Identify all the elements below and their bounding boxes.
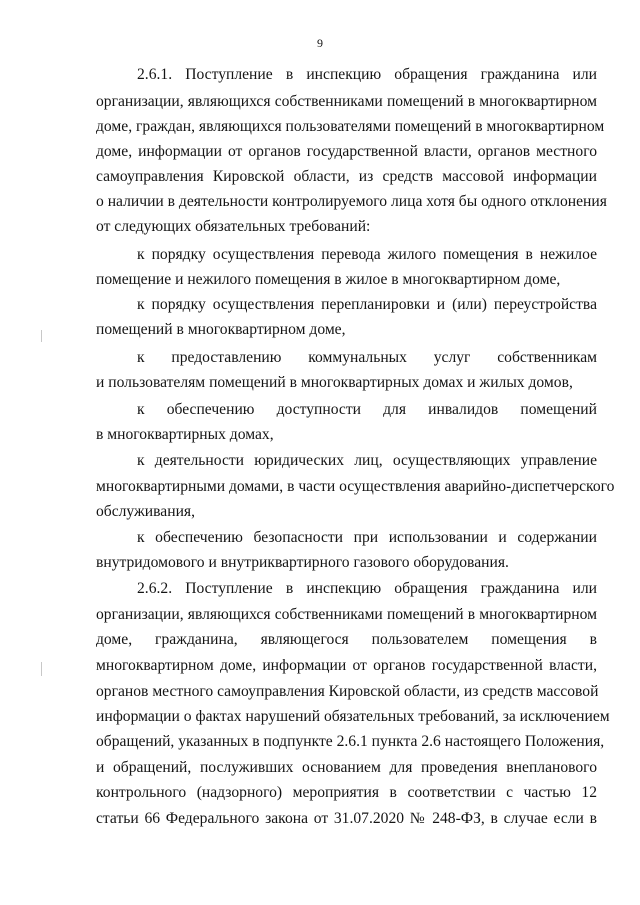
text-line: контрольного (надзорного) мероприятия в соответствии с частью 12 bbox=[96, 784, 597, 801]
text-line: внутридомового и внутриквартирного газового оборудования. bbox=[96, 554, 509, 571]
text-line: к порядку осуществления перепланировки и (или) переустройства bbox=[137, 296, 597, 313]
margin-mark bbox=[41, 330, 42, 342]
text-line: 2.6.1. Поступление в инспекцию обращения гражданина или bbox=[137, 66, 597, 83]
text-line: многоквартирными домами, в части осуществления аварийно-диспетчерского bbox=[96, 478, 615, 495]
text-line: обслуживания, bbox=[96, 503, 195, 520]
page-number: 9 bbox=[317, 36, 323, 50]
text-line: и пользователям помещений в многоквартирных домах и жилых домов, bbox=[96, 374, 573, 391]
text-line: доме, граждан, являющихся пользователями помещений в многоквартирном bbox=[96, 118, 605, 135]
text-line: доме, гражданина, являющегося пользователем помещения в bbox=[96, 631, 597, 648]
text-line: помещение и нежилого помещения в жилое в многоквартирном доме, bbox=[96, 271, 561, 288]
text-line: к порядку осуществления перевода жилого помещения в нежилое bbox=[137, 246, 597, 263]
text-line: помещений в многоквартирном доме, bbox=[96, 321, 346, 338]
text-line: в многоквартирных домах, bbox=[96, 426, 274, 443]
text-line: к обеспечению безопасности при использовании и содержании bbox=[137, 529, 597, 546]
text-line: обращений, указанных в подпункте 2.6.1 пункта 2.6 настоящего Положения, bbox=[96, 733, 605, 750]
text-line: организации, являющихся собственниками помещений в многоквартирном bbox=[96, 606, 597, 623]
text-line: от следующих обязательных требований: bbox=[96, 218, 371, 235]
text-line: о наличии в деятельности контролируемого лица хотя бы одного отклонения bbox=[96, 193, 607, 210]
text-line: и обращений, послуживших основанием для проведения внепланового bbox=[96, 759, 597, 776]
text-line: к деятельности юридических лиц, осуществляющих управление bbox=[137, 452, 597, 469]
text-line: к обеспечению доступности для инвалидов помещений bbox=[137, 401, 597, 418]
text-line: многоквартирном доме, информации от органов государственной власти, bbox=[96, 657, 597, 674]
text-line: органов местного самоуправления Кировской области, из средств массовой bbox=[96, 683, 599, 700]
text-line: организации, являющихся собственниками помещений в многоквартирном bbox=[96, 93, 597, 110]
margin-mark bbox=[41, 662, 42, 676]
text-line: статьи 66 Федерального закона от 31.07.2020 № 248-ФЗ, в случае если в bbox=[96, 810, 597, 827]
text-line: 2.6.2. Поступление в инспекцию обращения гражданина или bbox=[137, 580, 597, 597]
text-line: самоуправления Кировской области, из средств массовой информации bbox=[96, 168, 597, 185]
text-line: к предоставлению коммунальных услуг собственникам bbox=[137, 349, 597, 366]
text-line: информации о фактах нарушений обязательных требований, за исключением bbox=[96, 708, 610, 725]
text-line: доме, информации от органов государственной власти, органов местного bbox=[96, 143, 597, 160]
